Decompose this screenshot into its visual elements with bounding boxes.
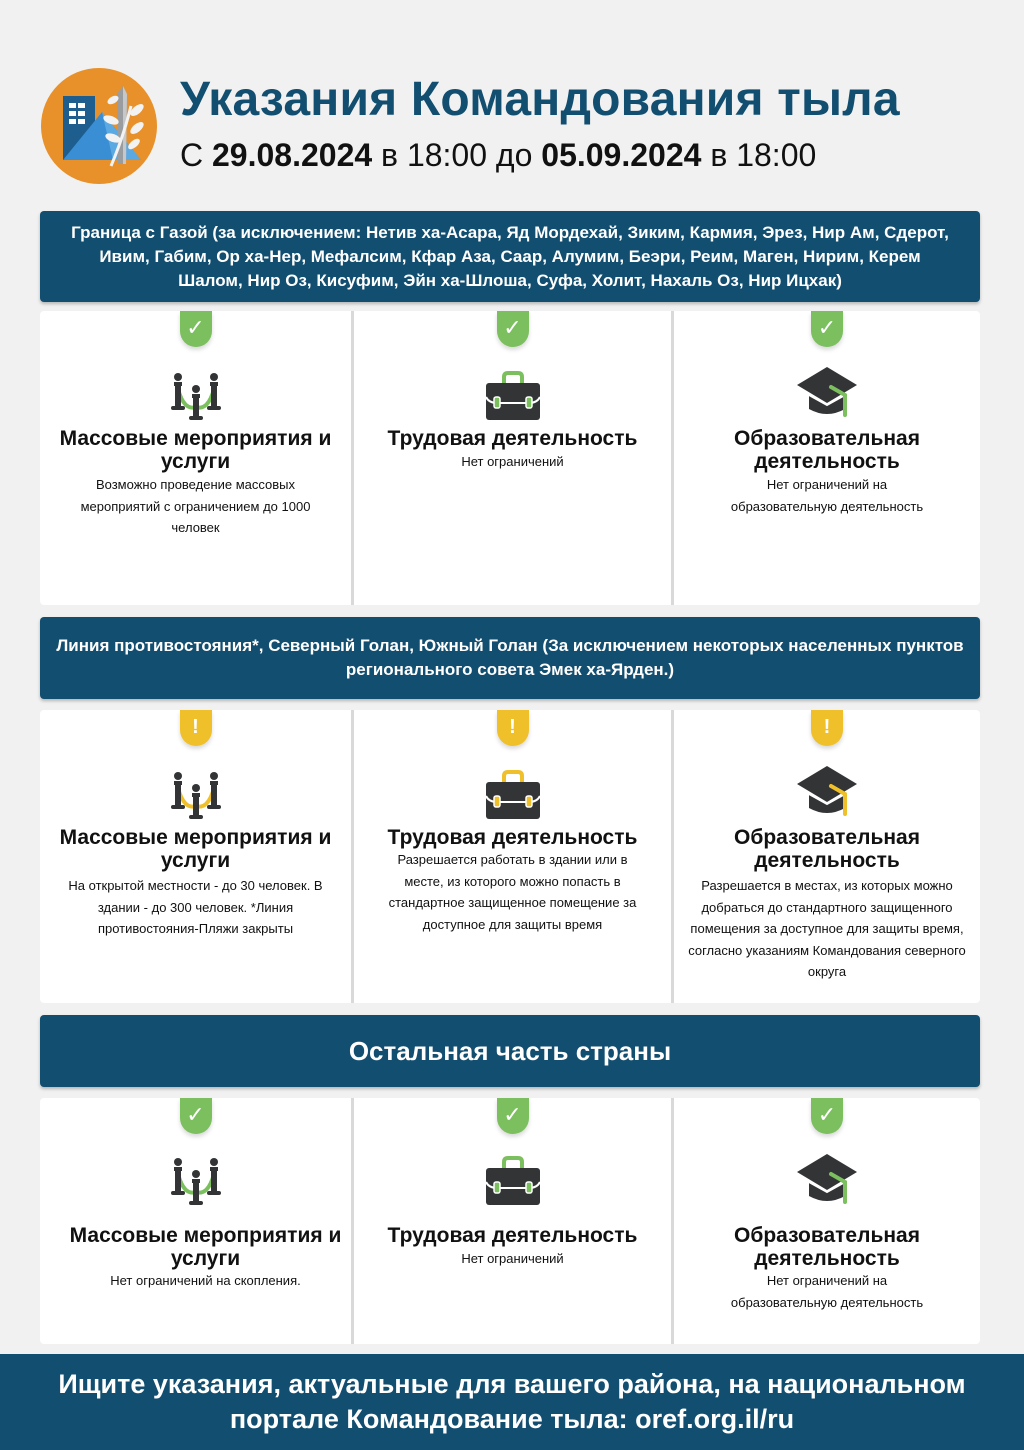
header: [0, 0, 1024, 200]
region-header-confrontation-line: [40, 617, 980, 699]
region-cards-gaza-border: [40, 311, 980, 605]
card-title: Массовые мероприятия и услуги: [59, 826, 332, 872]
exclamation-icon: !: [497, 710, 529, 746]
card-mass-events: [40, 311, 354, 605]
briefcase-icon: [481, 363, 545, 427]
card-title: Массовые мероприятия и услуги: [69, 1224, 342, 1270]
date-prefix: С: [180, 137, 204, 173]
card-work: [354, 710, 674, 1003]
card-education: [674, 710, 980, 1003]
card-mass-events: [40, 1098, 354, 1344]
region-header-gaza-border: [40, 211, 980, 302]
time-from-until: в 18:00 до: [381, 137, 533, 173]
validity-period: [180, 137, 816, 174]
region-name: Остальная часть страны: [348, 1036, 672, 1066]
card-title: Трудовая деятельность: [387, 1224, 638, 1247]
check-icon: ✓: [811, 311, 843, 347]
briefcase-icon: [481, 762, 545, 826]
graduation-cap-icon: [795, 762, 859, 826]
region-cards-rest-of-country: [40, 1098, 980, 1344]
card-description: Нет ограничений на образовательную деятельность: [730, 1273, 924, 1310]
date-to: 05.09.2024: [541, 137, 702, 173]
card-work: [354, 1098, 674, 1344]
stanchion-icon: [164, 363, 228, 427]
card-mass-events: [40, 710, 354, 1003]
page-title: Указания Командования тыла: [180, 73, 900, 126]
card-description: Разрешается работать в здании или в месте, из которого можно попасть в стандартное защищенное помещение за доступное для защиты время: [388, 852, 637, 932]
card-title: Трудовая деятельность: [387, 427, 638, 450]
region-name: Линия противостояния*, Северный Голан, Южный Голан (За исключением некоторых населенных пунктов регионального совета Эмек ха-Ярден.): [56, 636, 964, 679]
stanchion-icon: [164, 1148, 228, 1212]
briefcase-icon: [481, 1148, 545, 1212]
card-title: Образовательная деятельность: [734, 826, 920, 872]
card-education: [674, 311, 980, 605]
exclamation-icon: !: [811, 710, 843, 746]
card-education: [674, 1098, 980, 1344]
card-description: Нет ограничений на образовательную деятельность: [730, 477, 924, 514]
graduation-cap-icon: [795, 363, 859, 427]
check-icon: ✓: [180, 1098, 212, 1134]
check-icon: ✓: [811, 1098, 843, 1134]
card-description: Разрешается в местах, из которых можно добраться до стандартного защищенного помещения за доступное для защиты время, согласно указаниям Командования северного округа: [688, 878, 966, 979]
check-icon: ✓: [180, 311, 212, 347]
graduation-cap-icon: [795, 1150, 859, 1214]
card-title: Трудовая деятельность: [387, 826, 638, 849]
region-cards-confrontation-line: [40, 710, 980, 1003]
region-header-rest-of-country: [40, 1015, 980, 1087]
home-front-command-logo-icon: [41, 68, 157, 184]
card-title: Образовательная деятельность: [734, 1224, 920, 1270]
card-description: Возможно проведение массовых мероприятий с ограничением до 1000 человек: [80, 477, 311, 535]
card-description: Нет ограничений: [461, 1251, 564, 1266]
card-description: Нет ограничений на скопления.: [110, 1273, 301, 1288]
card-title: Массовые мероприятия и услуги: [59, 427, 332, 473]
card-description: Нет ограничений: [461, 454, 564, 469]
date-from: 29.08.2024: [212, 137, 373, 173]
time-to: в 18:00: [710, 137, 817, 173]
footer-text: Ищите указания, актуальные для вашего района, на национальном портале Командование тыла: oref.org.il/ru: [58, 1369, 966, 1434]
footer-banner: [0, 1354, 1024, 1450]
check-icon: ✓: [497, 311, 529, 347]
card-work: [354, 311, 674, 605]
card-title: Образовательная деятельность: [734, 427, 920, 473]
stanchion-icon: [164, 762, 228, 826]
exclamation-icon: !: [180, 710, 212, 746]
check-icon: ✓: [497, 1098, 529, 1134]
region-name: Граница с Газой (за исключением: Нетив ха-Асара, Яд Мордехай, Зиким, Кармия, Эрез, Нир Ам, Сдерот, Ивим, Габим, Ор ха-Нер, Мефалсим, Кфар Аза, Саар, Алумим, Беэри, Реим, Маген, Нирим, Керем Шалом, Нир Оз, Кисуфим, Эйн ха-Шлоша, Суфа, Холит, Нахаль Оз, Нир Ицхак): [71, 222, 949, 290]
card-description: На открытой местности - до 30 человек. В здании - до 300 человек. *Линия противостояния-Пляжи закрыты: [68, 878, 323, 936]
